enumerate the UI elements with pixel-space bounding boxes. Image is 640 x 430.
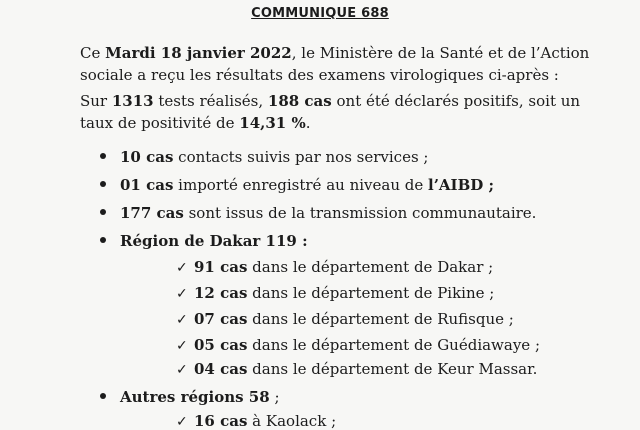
bullet-imported: 01 cas importé enregistré au niveau de l’AIBD ; <box>100 176 494 194</box>
bullet-other-regions: Autres régions 58 ; <box>100 388 280 406</box>
check-icon: ✓ <box>176 260 188 276</box>
tests-count: 1313 <box>111 92 154 110</box>
communique-title <box>0 6 640 21</box>
bullet-dakar-region: Région de Dakar 119 : <box>100 232 308 250</box>
dakar-item-guediawaye: ✓ 05 cas dans le département de Guédiawaye ; <box>176 336 541 354</box>
dakar-item-dakar: ✓ 91 cas dans le département de Dakar ; <box>176 258 494 276</box>
dakar-item-rufisque: ✓ 07 cas dans le département de Rufisque ; <box>176 310 514 328</box>
check-icon: ✓ <box>176 312 188 328</box>
dakar-item-keur-massar: ✓ 04 cas dans le département de Keur Massar. <box>176 360 538 378</box>
intro-line-1: Ce Mardi 18 janvier 2022, le Ministère de la Santé et de l’Action <box>80 44 590 62</box>
bullet-dot <box>100 181 106 187</box>
check-icon: ✓ <box>176 338 188 354</box>
check-icon: ✓ <box>176 362 188 378</box>
bullet-dot <box>100 237 106 243</box>
positive-count: 188 cas <box>267 92 332 110</box>
bullet-dot <box>100 153 106 159</box>
bullet-community: 177 cas sont issus de la transmission communautaire. <box>100 204 536 222</box>
intro-line-2: sociale a reçu les résultats des examens virologiques ci-après : <box>80 66 559 84</box>
other-item-kaolack: ✓ 16 cas à Kaolack ; <box>176 412 337 430</box>
bullet-dot <box>100 209 106 215</box>
intro-line-3: Sur 1313 tests réalisés, 188 cas ont été déclarés positifs, soit un <box>80 92 581 110</box>
date-text: Mardi 18 janvier 2022 <box>105 44 292 62</box>
dakar-item-pikine: ✓ 12 cas dans le département de Pikine ; <box>176 284 495 302</box>
check-icon: ✓ <box>176 286 188 302</box>
bullet-contacts: 10 cas contacts suivis par nos services ; <box>100 148 428 166</box>
title-text: COMMUNIQUE 688 <box>251 6 389 21</box>
check-icon: ✓ <box>176 414 188 430</box>
positivity-rate: 14,31 % <box>239 114 306 132</box>
bullet-dot <box>100 393 106 399</box>
intro-line-4: taux de positivité de 14,31 %. <box>80 114 311 132</box>
